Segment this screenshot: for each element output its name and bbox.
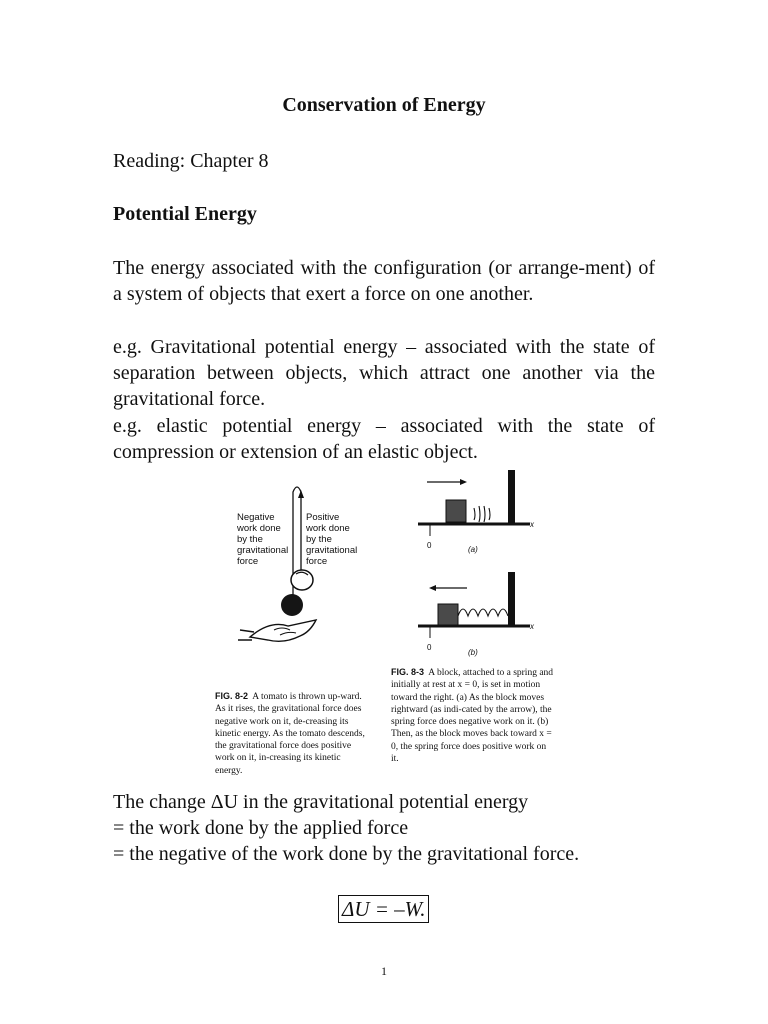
label-line: Negative bbox=[237, 512, 275, 523]
change-in-energy-block bbox=[113, 789, 579, 867]
page-number: 1 bbox=[381, 964, 387, 978]
figure-8-2-caption bbox=[215, 690, 365, 777]
negative-work-label bbox=[237, 512, 288, 567]
label-line: by the bbox=[306, 534, 332, 545]
label-line: force bbox=[306, 556, 328, 567]
label-line: work done bbox=[237, 523, 281, 534]
axis-label-a: x bbox=[530, 520, 534, 529]
figure-8-2 bbox=[230, 480, 390, 660]
label-line: Positive bbox=[306, 512, 340, 523]
figure-8-3-caption-text: A block, attached to a spring and initially at rest at x = 0, is set in motion toward the right. (a) As the block moves rightward (as indi-cated by the arrow), the spring force does negative work on it. (b) Then, as the block moves back toward x = 0, the spring force does positive work on it. bbox=[391, 668, 554, 765]
change-line: = the negative of the work done by the gravitational force. bbox=[113, 843, 580, 865]
change-line: = the work done by the applied force bbox=[113, 817, 409, 839]
reading-line: Reading: Chapter 8 bbox=[113, 150, 269, 172]
panel-a-label: (a) bbox=[468, 545, 478, 554]
page-title: Conservation of Energy bbox=[282, 94, 486, 116]
section-heading: Potential Energy bbox=[113, 203, 257, 225]
origin-label-b: 0 bbox=[427, 643, 432, 652]
origin-label-a: 0 bbox=[427, 541, 432, 550]
elastic-example-paragraph: e.g. elastic potential energy – associated with the state of compression or extension of an elastic object. bbox=[113, 415, 655, 463]
axis-label-b: x bbox=[530, 622, 534, 631]
change-line: The change ΔU in the gravitational potential energy bbox=[113, 791, 529, 813]
label-line: work done bbox=[306, 523, 350, 534]
figure-8-2-caption-text: A tomato is thrown up-ward. As it rises, the gravitational force does negative work on it, de-creasing its kinetic energy. As the tomato descends, the gravitational force does positive work on it, in-creasing its kinetic energy. bbox=[215, 692, 365, 776]
label-line: gravitational bbox=[237, 545, 289, 556]
block-spring-illustration bbox=[412, 468, 557, 663]
figure-8-2-id: FIG. 8-2 bbox=[215, 691, 249, 701]
label-line: force bbox=[237, 556, 259, 567]
figure-8-3 bbox=[412, 468, 557, 663]
label-line: by the bbox=[237, 534, 263, 545]
positive-work-label bbox=[306, 512, 357, 567]
figure-8-3-id: FIG. 8-3 bbox=[391, 667, 425, 677]
boxed-formula: ΔU = –W. bbox=[338, 895, 429, 923]
label-line: gravitational bbox=[306, 545, 358, 556]
gravity-example-paragraph: e.g. Gravitational potential energy – associated with the state of separation between objects, which attract one another via the gravitational force. bbox=[113, 336, 655, 410]
panel-b-label: (b) bbox=[468, 648, 478, 657]
tomato-illustration bbox=[230, 480, 390, 660]
definition-paragraph: The energy associated with the configuration (or arrange-ment) of a system of objects that exert a force on one another. bbox=[113, 257, 655, 305]
figure-8-3-caption bbox=[391, 666, 556, 765]
